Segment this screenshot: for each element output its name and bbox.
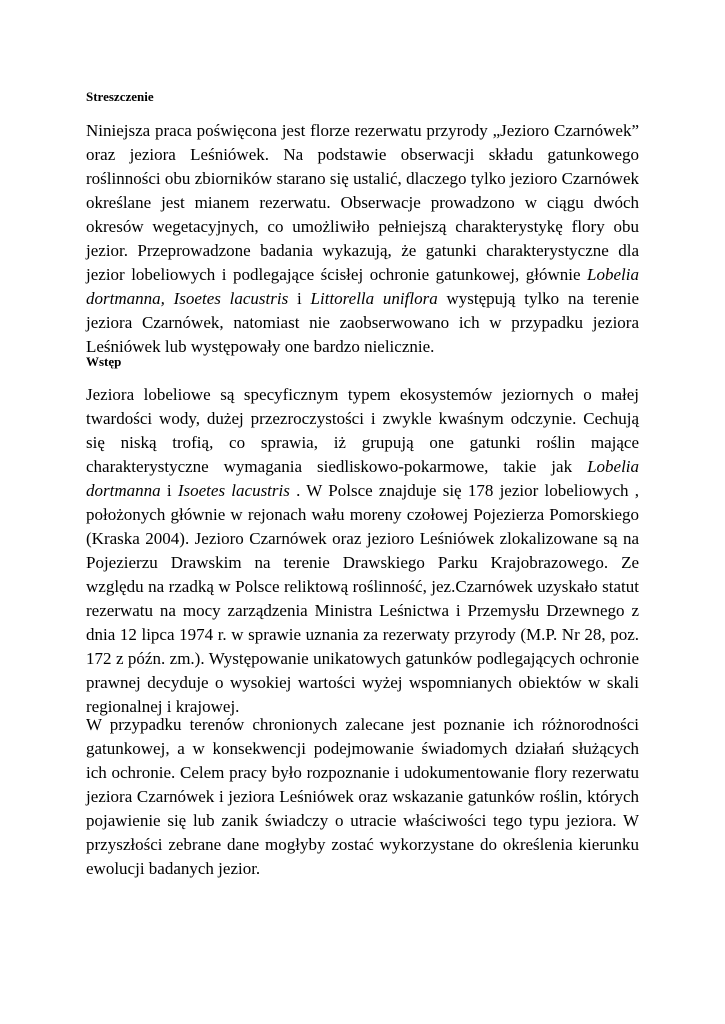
- abstract-heading: Streszczenie: [86, 89, 154, 104]
- intro-paragraph-2: W przypadku terenów chronionych zalecane jest poznanie ich różnorodności gatunkowej, a w konsekwencji podejmowanie świadomych działań służących ich ochronie. Celem pracy było rozpoznanie i udokumentowanie flory rezerwatu jeziora Czarnówek i jeziora Leśniówek oraz wskazanie gatunków roślin, których pojawienie się lub zanik świadczy o utracie właściwości tego typu jeziora. W przyszłości zebrane dane mogłyby zostać wykorzystane do określenia kierunku ewolucji badanych jezior.: [86, 715, 639, 878]
- species-name-2: Littorella uniflora: [310, 289, 438, 308]
- abstract-paragraph: [86, 119, 639, 359]
- intro-heading: Wstęp: [86, 354, 122, 369]
- intro-text-a: Jeziora lobeliowe są specyficznym typem ekosystemów jeziornych o małej twardości wody, dużej przezroczystości i zwykle kwaśnym odczynie. Cechują się niską trofią, co sprawia, iż grupują one gatunki roślin mające charakterystyczne wymagania siedliskowo-pokarmowe, takie jak: [86, 385, 639, 476]
- abstract-text-3: występują tylko na terenie jeziora Czarnówek, natomiast nie zaobserwowano ich w przypadku jeziora Leśniówek lub występowały one bardzo nielicznie.: [86, 289, 640, 356]
- intro-text-c: . W Polsce znajduje się 178 jezior lobeliowych , położonych głównie w rejonach wału moreny czołowej Pojezierza Pomorskiego (Kraska 2004). Jezioro Czarnówek oraz jezioro Leśniówek zlokalizowane są na Pojezierzu Drawskim na terenie Drawskiego Parku Krajobrazowego. Ze względu na rzadką w Polsce reliktową roślinność, jez.Czarnówek uzyskało statut rezerwatu na mocy zarządzenia Ministra Leśnictwa i Przemysłu Drzewnego z dnia 12 lipca 1974 r. w sprawie uznania za rezerwaty przyrody (M.P. Nr 28, poz. 172 z późn. zm.). Występowanie unikatowych gatunków podlegających ochronie prawnej decyduje o wysokiej wartości wyżej wspomnianych obiektów w skali regionalnej i krajowej.: [86, 481, 640, 716]
- intro-text-b: i: [166, 481, 172, 500]
- intro-species-2: Isoetes lacustris: [177, 481, 290, 500]
- abstract-text-1: Niniejsza praca poświęcona jest florze rezerwatu przyrody „Jezioro Czarnówek” oraz jeziora Leśniówek. Na podstawie obserwacji składu gatunkowego roślinności obu zbiorników starano się ustalić, dlaczego tylko jezioro Czarnówek określane jest mianem rezerwatu. Obserwacje prowadzono w ciągu dwóch okresów wegetacyjnych, co umożliwiło pełniejszą charakterystykę flory obu jezior. Przeprowadzone badania wykazują, że gatunki charakterystyczne dla jezior lobeliowych i podlegające ścisłej ochronie gatunkowej, głównie: [86, 121, 639, 284]
- species-names-1: Lobelia dortmanna, Isoetes lacustris: [86, 265, 639, 308]
- abstract-text-2: i: [297, 289, 302, 308]
- intro-species-1: Lobelia dortmanna: [86, 457, 640, 500]
- intro-paragraph-1: [86, 383, 639, 719]
